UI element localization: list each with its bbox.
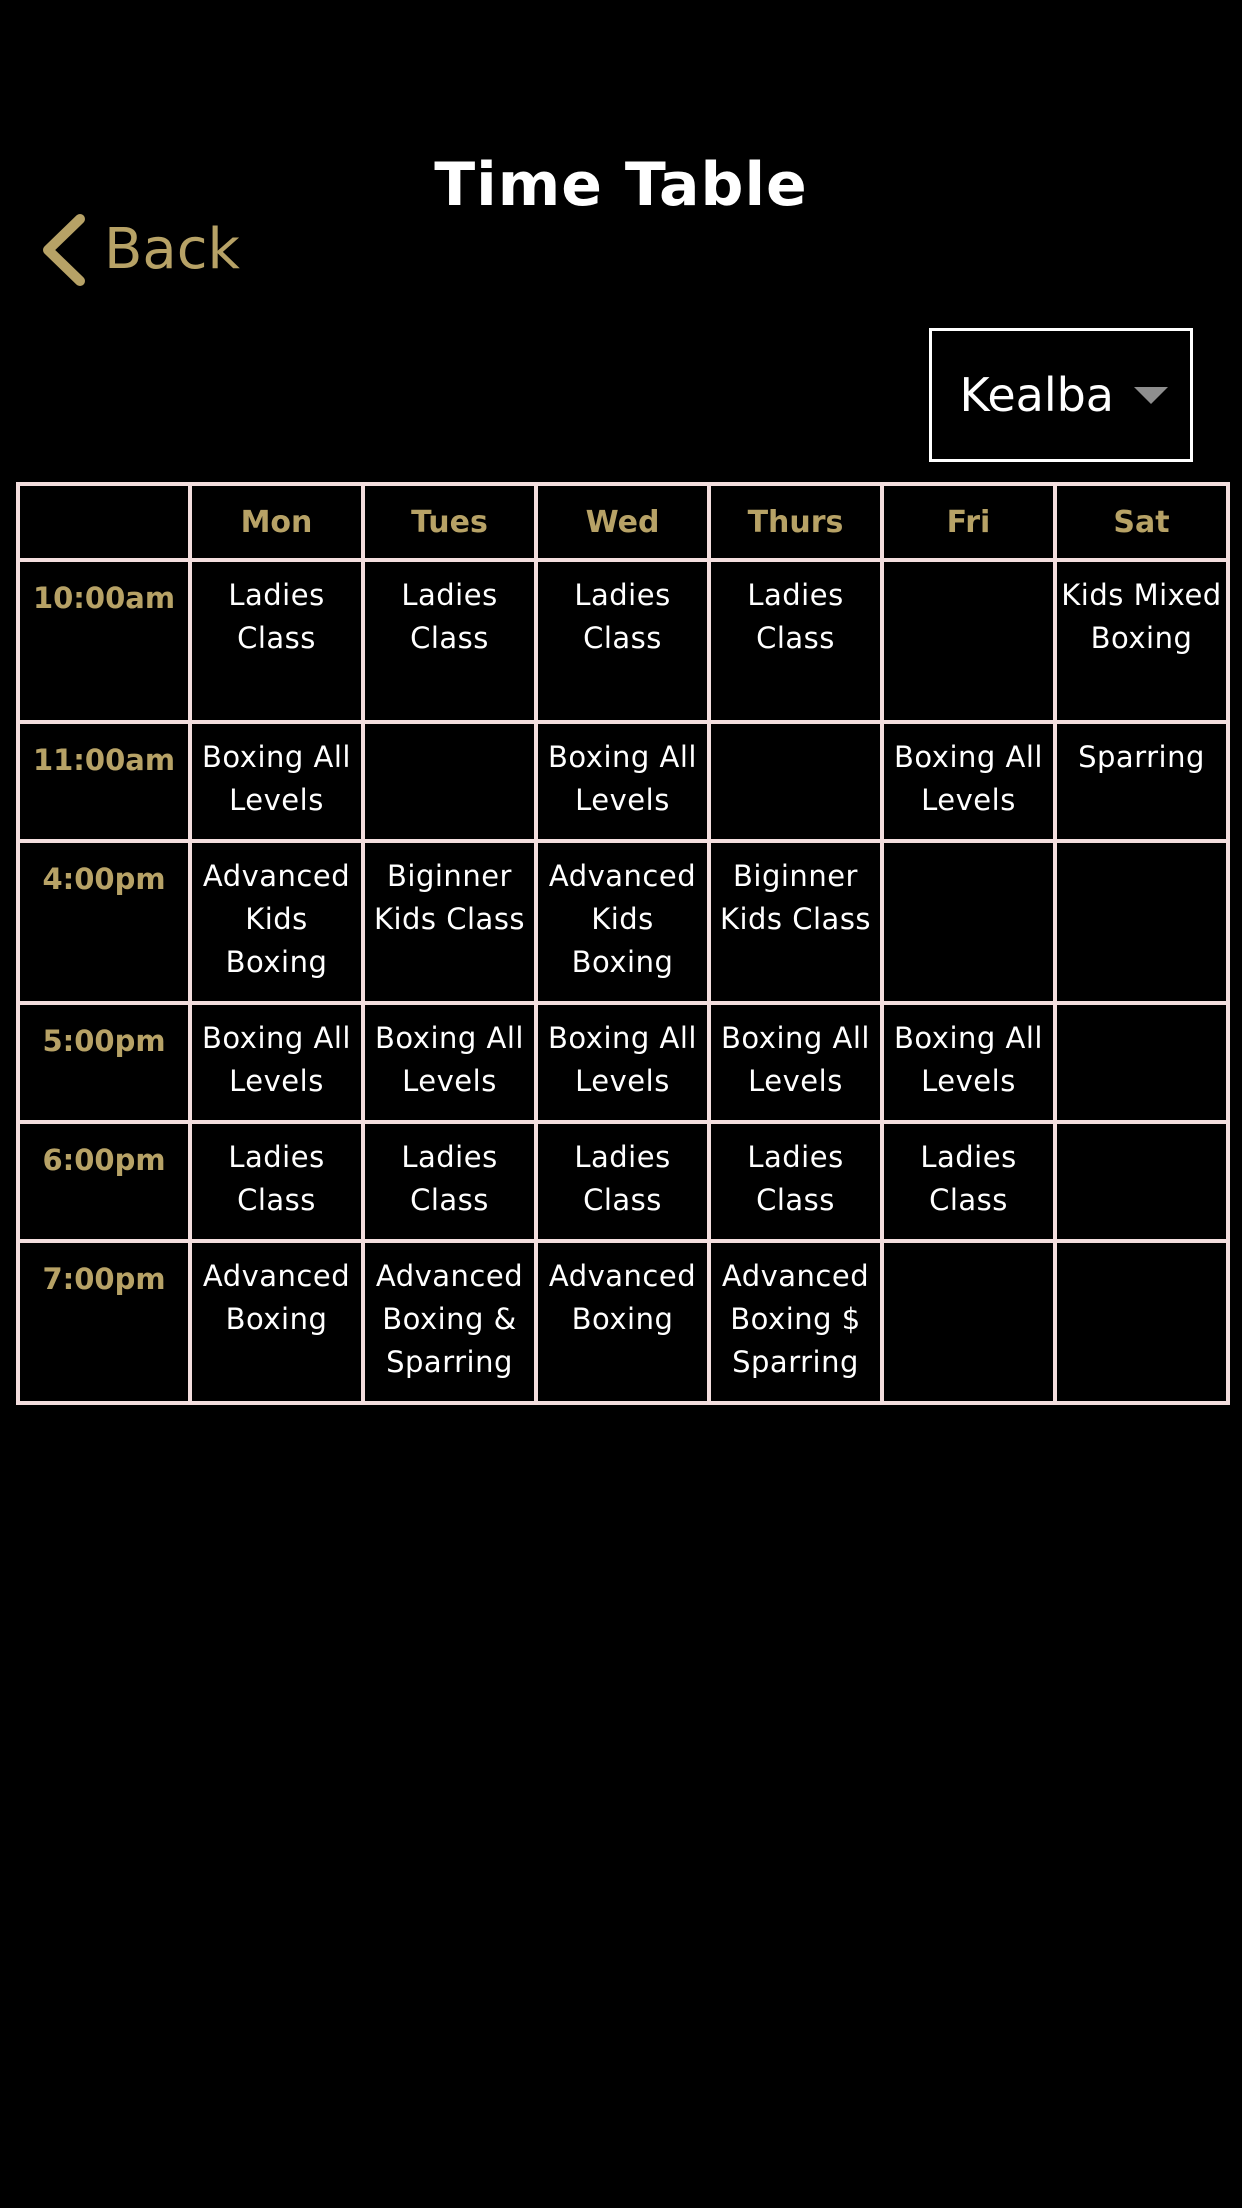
class-cell: Ladies Class [192, 1124, 365, 1243]
class-cell: Boxing All Levels [192, 724, 365, 843]
class-cell: Sparring [1057, 724, 1230, 843]
class-cell [711, 724, 884, 843]
class-cell: Boxing All Levels [192, 1005, 365, 1124]
table-row [20, 1243, 1230, 1405]
class-cell [884, 843, 1057, 1005]
chevron-left-icon [40, 213, 88, 287]
day-header-sat: Sat [1057, 486, 1230, 562]
table-row [20, 1124, 1230, 1243]
timetable-header-row [20, 486, 1230, 562]
class-cell [1057, 1124, 1230, 1243]
class-cell: Advanced Boxing & Sparring [365, 1243, 538, 1405]
class-cell: Ladies Class [192, 562, 365, 724]
day-header-fri: Fri [884, 486, 1057, 562]
class-cell [1057, 843, 1230, 1005]
time-label: 10:00am [20, 562, 192, 724]
class-cell: Ladies Class [365, 562, 538, 724]
table-row [20, 724, 1230, 843]
class-cell: Ladies Class [711, 562, 884, 724]
class-cell: Boxing All Levels [711, 1005, 884, 1124]
class-cell: Advanced Boxing [538, 1243, 711, 1405]
day-header-tues: Tues [365, 486, 538, 562]
class-cell: Ladies Class [538, 562, 711, 724]
class-cell [1057, 1005, 1230, 1124]
location-dropdown[interactable] [929, 328, 1193, 462]
class-cell: Biginner Kids Class [711, 843, 884, 1005]
corner-cell [20, 486, 192, 562]
time-label: 6:00pm [20, 1124, 192, 1243]
class-cell [1057, 1243, 1230, 1405]
table-row [20, 843, 1230, 1005]
class-cell: Ladies Class [365, 1124, 538, 1243]
back-button[interactable] [40, 210, 240, 290]
class-cell: Boxing All Levels [365, 1005, 538, 1124]
timetable-grid [16, 482, 1230, 1405]
class-cell [884, 1243, 1057, 1405]
time-label: 5:00pm [20, 1005, 192, 1124]
caret-down-icon [1134, 387, 1168, 404]
class-cell: Advanced Kids Boxing [192, 843, 365, 1005]
class-cell [365, 724, 538, 843]
class-cell: Boxing All Levels [884, 724, 1057, 843]
class-cell: Advanced Kids Boxing [538, 843, 711, 1005]
time-label: 11:00am [20, 724, 192, 843]
location-value: Kealba [959, 368, 1114, 422]
table-row [20, 1005, 1230, 1124]
class-cell: Ladies Class [711, 1124, 884, 1243]
class-cell: Boxing All Levels [538, 724, 711, 843]
class-cell: Biginner Kids Class [365, 843, 538, 1005]
class-cell: Advanced Boxing [192, 1243, 365, 1405]
table-row [20, 562, 1230, 724]
back-label: Back [104, 217, 240, 282]
class-cell: Ladies Class [538, 1124, 711, 1243]
page-title: Time Table [434, 150, 808, 220]
class-cell: Kids Mixed Boxing [1057, 562, 1230, 724]
time-label: 4:00pm [20, 843, 192, 1005]
day-header-wed: Wed [538, 486, 711, 562]
class-cell: Boxing All Levels [884, 1005, 1057, 1124]
class-cell: Advanced Boxing $ Sparring [711, 1243, 884, 1405]
class-cell [884, 562, 1057, 724]
class-cell: Ladies Class [884, 1124, 1057, 1243]
day-header-thurs: Thurs [711, 486, 884, 562]
day-header-mon: Mon [192, 486, 365, 562]
time-label: 7:00pm [20, 1243, 192, 1405]
class-cell: Boxing All Levels [538, 1005, 711, 1124]
